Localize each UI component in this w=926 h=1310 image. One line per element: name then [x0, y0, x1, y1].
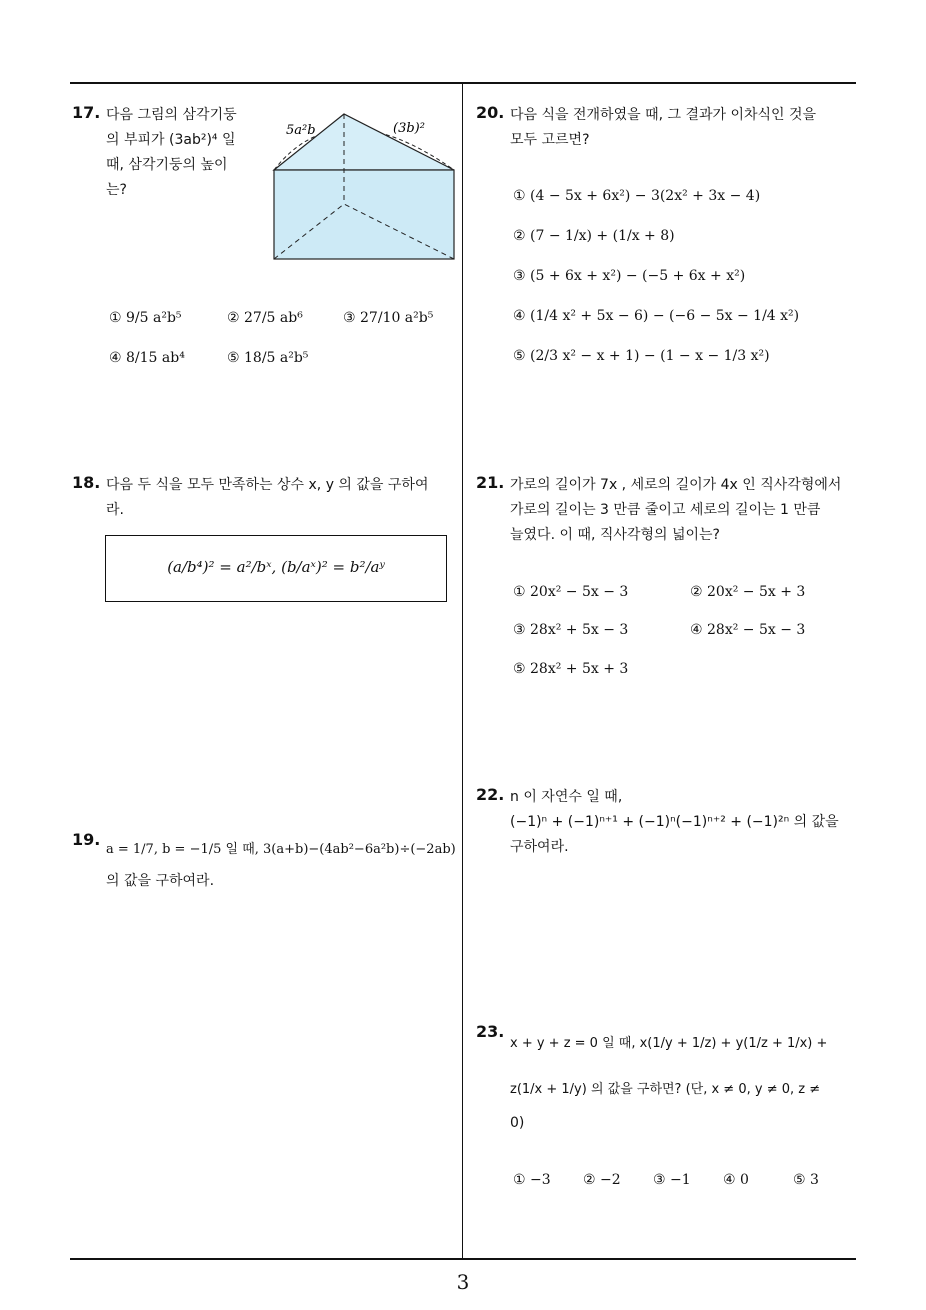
choice-3[interactable]: ③ (5 + 6x + x²) − (−5 + 6x + x²) — [513, 268, 746, 284]
top-rule — [70, 82, 856, 84]
problem-stem-line: 가로의 길이는 3 만큼 줄이고 세로의 길이는 1 만큼 — [510, 502, 821, 518]
choice-4[interactable]: ④ 28x² − 5x − 3 — [690, 622, 806, 638]
bottom-rule — [70, 1258, 856, 1260]
choice-5[interactable]: ⑤ 18/5 a²b⁵ — [227, 350, 309, 366]
problem-stem-line: 가로의 길이가 7x , 세로의 길이가 4x 인 직사각형에서 — [510, 477, 842, 493]
figure-label-right: (3b)² — [393, 121, 425, 136]
problem-stem-line: 구하여라. — [510, 839, 569, 855]
problem-stem-line: 모두 고르면? — [510, 132, 590, 148]
problem-number: 19. — [72, 830, 101, 849]
choice-3[interactable]: ③ −1 — [653, 1172, 691, 1188]
choice-1[interactable]: ① −3 — [513, 1172, 551, 1188]
choice-4[interactable]: ④ 8/15 ab⁴ — [109, 350, 185, 366]
choice-2[interactable]: ② 20x² − 5x + 3 — [690, 584, 806, 600]
equation: (a/b⁴)² = a²/bˣ, (b/aˣ)² = b²/aʸ — [167, 558, 385, 576]
problem-stem-line: (−1)ⁿ + (−1)ⁿ⁺¹ + (−1)ⁿ(−1)ⁿ⁺² + (−1)²ⁿ 의 값을 — [510, 814, 839, 830]
problem-stem-line: 의 부피가 (3ab²)⁴ 일 — [106, 132, 236, 148]
problem-stem-line: n 이 자연수 일 때, — [510, 789, 623, 805]
choice-2[interactable]: ② 27/5 ab⁶ — [227, 310, 303, 326]
triangular-prism-figure — [268, 108, 458, 263]
choice-2[interactable]: ② −2 — [583, 1172, 621, 1188]
problem-stem-line: a = 1/7, b = −1/5 일 때, 3(a+b)−(4ab²−6a²b)÷(−2ab) — [106, 842, 456, 857]
choice-4[interactable]: ④ (1/4 x² + 5x − 6) − (−6 − 5x − 1/4 x²) — [513, 308, 800, 324]
problem-stem-line: z(1/x + 1/y) 의 값을 구하면? (단, x ≠ 0, y ≠ 0, z ≠ — [510, 1082, 821, 1097]
problem-number: 21. — [476, 473, 505, 492]
problem-stem-line: x + y + z = 0 일 때, x(1/y + 1/z) + y(1/z + 1/x) + — [510, 1036, 828, 1051]
choice-1[interactable]: ① (4 − 5x + 6x²) − 3(2x² + 3x − 4) — [513, 188, 761, 204]
choice-2[interactable]: ② (7 − 1/x) + (1/x + 8) — [513, 228, 675, 244]
choice-5[interactable]: ⑤ 28x² + 5x + 3 — [513, 661, 629, 677]
problem-stem-line: 라. — [106, 502, 124, 518]
problem-number: 17. — [72, 103, 101, 122]
problem-number: 23. — [476, 1022, 505, 1041]
problem-stem-line: 때, 삼각기둥의 높이 — [106, 157, 228, 173]
problem-number: 22. — [476, 785, 505, 804]
problem-number: 20. — [476, 103, 505, 122]
choice-3[interactable]: ③ 27/10 a²b⁵ — [343, 310, 434, 326]
problem-number: 18. — [72, 473, 101, 492]
choice-5[interactable]: ⑤ (2/3 x² − x + 1) − (1 − x − 1/3 x²) — [513, 348, 770, 364]
choice-5[interactable]: ⑤ 3 — [793, 1172, 819, 1188]
choice-3[interactable]: ③ 28x² + 5x − 3 — [513, 622, 629, 638]
problem-stem-line: 늘였다. 이 때, 직사각형의 넓이는? — [510, 527, 720, 543]
equation-box — [105, 535, 447, 602]
column-divider — [462, 82, 463, 1258]
choice-4[interactable]: ④ 0 — [723, 1172, 749, 1188]
problem-stem-line: 다음 식을 전개하였을 때, 그 결과가 이차식인 것을 — [510, 107, 817, 123]
problem-stem-line: 다음 두 식을 모두 만족하는 상수 x, y 의 값을 구하여 — [106, 477, 429, 493]
figure-label-left: 5a²b — [286, 123, 316, 138]
problem-stem-line: 의 값을 구하여라. — [106, 873, 215, 889]
problem-stem-line: 0) — [510, 1115, 525, 1131]
problem-stem-line: 는? — [106, 182, 127, 198]
page-number: 3 — [456, 1270, 470, 1294]
choice-1[interactable]: ① 20x² − 5x − 3 — [513, 584, 629, 600]
problem-stem-line: 다음 그림의 삼각기둥 — [106, 107, 237, 123]
choice-1[interactable]: ① 9/5 a²b⁵ — [109, 310, 182, 326]
